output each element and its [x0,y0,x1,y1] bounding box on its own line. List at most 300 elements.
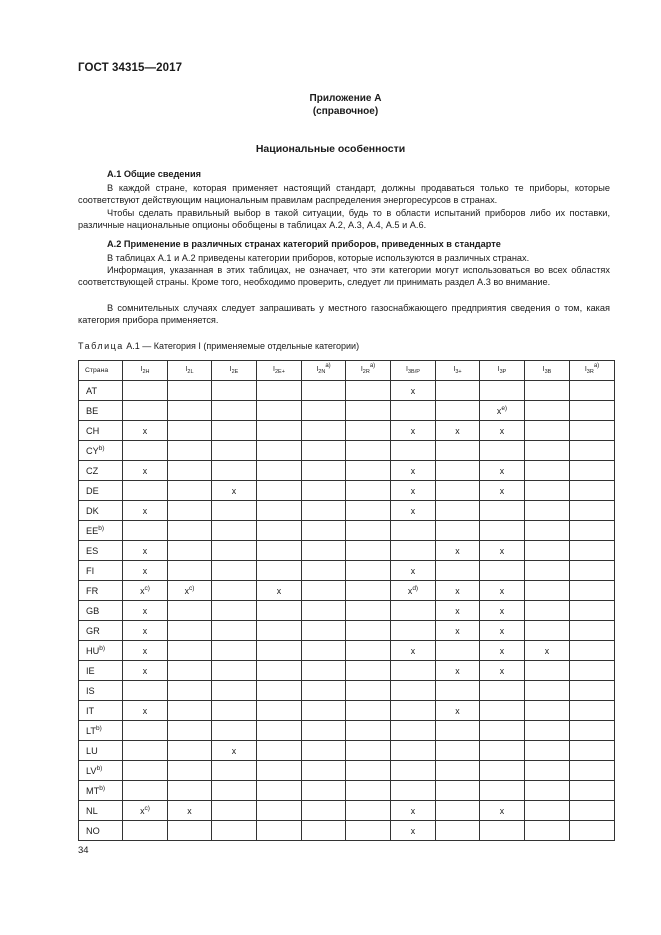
table-cell [391,401,436,421]
table-cell [212,621,257,641]
table-cell [257,701,302,721]
table-cell [346,821,391,841]
table-cell [257,401,302,421]
table-cell [212,701,257,721]
country-code: BE [79,401,123,421]
table-row [79,761,615,781]
table-row [79,541,615,561]
table-cell [525,441,570,461]
table-cell [525,521,570,541]
table-cell: x [391,461,436,481]
table-cell [570,561,615,581]
table-cell: x [168,801,212,821]
table-cell [525,721,570,741]
table-cell: x [257,581,302,601]
table-cell [436,461,480,481]
table-row [79,381,615,401]
table-cell [346,501,391,521]
table-cell [302,541,346,561]
country-code: NL [79,801,123,821]
table-cell [212,601,257,621]
table-row [79,601,615,621]
table-cell: x [480,621,525,641]
table-cell [212,501,257,521]
table-cell [123,821,168,841]
table-cell [302,481,346,501]
table-cell [570,441,615,461]
table-cell [570,381,615,401]
table-cell [212,381,257,401]
table-cell [346,741,391,761]
table-cell [391,701,436,721]
table-cell: x [123,421,168,441]
table-cell [257,681,302,701]
table-row [79,561,615,581]
table-cell [436,741,480,761]
table-cell [391,781,436,801]
table-cell [480,501,525,521]
table-cell [302,521,346,541]
table-cell [302,801,346,821]
table-cell [257,801,302,821]
table-cell [212,721,257,741]
table-row [79,681,615,701]
table-cell [257,781,302,801]
table-row [79,641,615,661]
table-cell: x [123,561,168,581]
table-cell [346,761,391,781]
table-cell [391,741,436,761]
table-cell [302,661,346,681]
table-cell [570,421,615,441]
table-cell [480,781,525,801]
table-cell [168,541,212,561]
table-cell [168,701,212,721]
table-cell [123,781,168,801]
table-cell [168,421,212,441]
table-cell [123,441,168,461]
table-cell [302,741,346,761]
table-cell [168,501,212,521]
table-cell [168,441,212,461]
table-cell [168,381,212,401]
table-cell [212,821,257,841]
table-cell [436,441,480,461]
table-cell: x [212,481,257,501]
table-cell [168,641,212,661]
table-cell [570,621,615,641]
table-cell [212,521,257,541]
table-cell [570,681,615,701]
table-cell [570,761,615,781]
table-cell: x [391,561,436,581]
table-cell [436,381,480,401]
table-cell [525,541,570,561]
country-code: IE [79,661,123,681]
table-cell [257,661,302,681]
table-cell [346,461,391,481]
table-cell [525,801,570,821]
table-cell [570,481,615,501]
table-cell [480,821,525,841]
table-cell: x [436,661,480,681]
table-cell [480,381,525,401]
table-cell [123,761,168,781]
table-cell [168,721,212,741]
table-cell [212,641,257,661]
table-cell [346,561,391,581]
table-cell [302,821,346,841]
column-header: $I_{2E+}$ [257,361,302,381]
table-cell: $x^{c)}$ [123,801,168,821]
country-code: LT$^{b)}$ [79,721,123,741]
paragraph: Чтобы сделать правильный выбор в такой ситуации, будь то в области испытаний приборов либо их поставки, различные национальные опционы обобщены в таблицах А.2, А.3, А.4, А.5 и А.6. [78,208,610,231]
table-cell [212,681,257,701]
table-cell: x [436,541,480,561]
table-cell [168,681,212,701]
paragraph: В таблицах А.1 и А.2 приведены категории приборов, которые используются в различных странах. [107,253,530,263]
table-cell [346,581,391,601]
table-cell [391,541,436,561]
table-cell [391,521,436,541]
table-cell [346,381,391,401]
page-number: 34 [78,845,89,856]
table-cell [212,421,257,441]
table-cell [480,441,525,461]
table-cell [302,461,346,481]
table-cell [480,521,525,541]
table-cell: x [480,481,525,501]
table-cell [346,681,391,701]
paragraph: В каждой стране, которая применяет настоящий стандарт, должны продаваться только те приборы, которые соответствуют действующим национальным правилам распределения энергоресурсов в странах. [78,183,610,206]
table-cell [346,661,391,681]
country-code: CZ [79,461,123,481]
table-cell [302,581,346,601]
section-heading-a1: А.1 Общие сведения [107,169,201,179]
table-cell [257,521,302,541]
table-cell [257,761,302,781]
column-header: $I_{2H}$ [123,361,168,381]
table-cell [436,681,480,701]
table-row [79,521,615,541]
table-cell [257,441,302,461]
table-row [79,401,615,421]
table-cell: x [123,601,168,621]
table-cell [257,721,302,741]
table-cell: x [391,641,436,661]
table-cell [302,721,346,741]
document-code: ГОСТ 34315—2017 [78,62,183,74]
table-cell: x [123,501,168,521]
table-cell [302,501,346,521]
table-cell: x [123,661,168,681]
table-cell [257,381,302,401]
country-code: IT [79,701,123,721]
table-cell [168,401,212,421]
table-cell: x [436,701,480,721]
table-cell [480,701,525,721]
table-cell [570,821,615,841]
table-row [79,461,615,481]
main-title: Национальные особенности [255,143,406,155]
column-header: $I_{3B/P}$ [391,361,436,381]
table-cell [168,461,212,481]
country-code: MT$^{b)}$ [79,781,123,801]
table-cell [525,761,570,781]
table-cell [257,601,302,621]
column-header-country: Страна [79,361,123,381]
table-cell [436,781,480,801]
country-code: DK [79,501,123,521]
table-cell [302,421,346,441]
table-cell [391,621,436,641]
country-code: CH [79,421,123,441]
table-cell [570,581,615,601]
table-cell [257,621,302,641]
table-cell [212,801,257,821]
column-header: $I_{3+}$ [436,361,480,381]
table-cell [436,801,480,821]
table-cell [257,561,302,581]
table-cell: x [123,541,168,561]
table-cell: x [480,661,525,681]
table-cell [346,621,391,641]
table-cell [525,741,570,761]
table-cell [436,761,480,781]
annex-type: (справочное) [312,106,379,117]
table-cell [570,641,615,661]
table-cell [302,621,346,641]
table-row [79,821,615,841]
table-cell [570,661,615,681]
table-cell [570,701,615,721]
country-code: CY$^{b)}$ [79,441,123,461]
table-cell [168,661,212,681]
table-cell: x [123,461,168,481]
table-cell [570,541,615,561]
table-cell [346,801,391,821]
table-cell [391,681,436,701]
table-cell [480,561,525,581]
table-cell [346,541,391,561]
table-cell [346,421,391,441]
table-cell [570,521,615,541]
table-cell [570,601,615,621]
table-cell [123,481,168,501]
table-cell: x [525,641,570,661]
table-cell [480,681,525,701]
table-cell [302,701,346,721]
table-cell: x [123,701,168,721]
table-cell [257,421,302,441]
table-cell [346,401,391,421]
table-cell [525,701,570,721]
table-cell [123,401,168,421]
table-row [79,661,615,681]
column-header: $I_{3P}$ [480,361,525,381]
table-cell [168,481,212,501]
table-cell: $x^{d)}$ [391,581,436,601]
column-header: $I_{2N}^{a)}$ [302,361,346,381]
country-code: FI [79,561,123,581]
table-cell [302,441,346,461]
table-cell [525,781,570,801]
country-code: IS [79,681,123,701]
country-code: ES [79,541,123,561]
country-code: FR [79,581,123,601]
table-cell [212,401,257,421]
country-code: DE [79,481,123,501]
country-code: GR [79,621,123,641]
column-header: $I_{3R}^{a)}$ [570,361,615,381]
paragraph: Информация, указанная в этих таблицах, не означает, что эти категории могут использоваться во всех областях соответствующей страны. Кроме того, необходимо проверить, следует ли принимать раздел А.3 во внимание. [78,265,610,288]
table-caption-label: Таблица [78,341,124,351]
table-cell [302,401,346,421]
table-row [79,801,615,821]
table-cell: x [391,421,436,441]
table-cell [346,601,391,621]
table-cell [436,481,480,501]
table-cell [436,521,480,541]
table-cell [525,821,570,841]
table-cell [525,481,570,501]
table-cell [525,601,570,621]
table-cell [346,521,391,541]
table-cell: x [436,421,480,441]
table-cell [436,561,480,581]
table-cell [168,781,212,801]
table-cell [168,761,212,781]
table-cell: $x^{e)}$ [480,401,525,421]
table-header-row [79,361,615,381]
table-cell [346,701,391,721]
table-cell [436,641,480,661]
table-row [79,441,615,461]
table-cell [257,741,302,761]
table-row [79,581,615,601]
table-cell [212,761,257,781]
country-code: NO [79,821,123,841]
table-cell: x [436,581,480,601]
table-cell: x [480,541,525,561]
table-cell [302,681,346,701]
table-cell [257,481,302,501]
table-cell: x [391,481,436,501]
table-cell: x [123,621,168,641]
table-cell [436,401,480,421]
table-cell [570,461,615,481]
country-code: AT [79,381,123,401]
table-cell [525,461,570,481]
paragraph: В сомнительных случаях следует запрашивать у местного газоснабжающего предприятия сведения о том, какая категория прибора применяется. [78,303,610,326]
table-caption-text: А.1 — Категория I (применяемые отдельные категории) [123,341,360,351]
column-header: $I_{3B}$ [525,361,570,381]
table-cell: x [212,741,257,761]
country-code: HU$^{b)}$ [79,641,123,661]
table-cell [302,781,346,801]
table-cell [257,821,302,841]
table-cell [302,381,346,401]
table-cell [257,641,302,661]
table-row [79,481,615,501]
table-cell [391,661,436,681]
country-code: GB [79,601,123,621]
table-cell [525,561,570,581]
table-caption [78,341,359,351]
table-cell: x [391,801,436,821]
table-cell: x [480,641,525,661]
table-cell [525,581,570,601]
table-cell [212,441,257,461]
table-cell [570,721,615,741]
table-cell [570,801,615,821]
table-cell [212,561,257,581]
table-cell [346,441,391,461]
table-cell [123,681,168,701]
table-cell [346,641,391,661]
table-cell [391,441,436,461]
table-cell [480,721,525,741]
table-row [79,501,615,521]
table-cell: x [480,801,525,821]
table-cell [570,501,615,521]
table-cell: x [436,621,480,641]
table-cell [570,741,615,761]
table-cell: x [480,461,525,481]
table-cell [168,741,212,761]
table-cell [123,741,168,761]
table-cell [168,601,212,621]
table-cell [346,721,391,741]
table-cell [391,601,436,621]
table-cell: x [480,581,525,601]
table-cell [525,501,570,521]
table-cell [302,561,346,581]
country-code: LU [79,741,123,761]
table-cell [302,761,346,781]
table-cell [480,761,525,781]
table-cell [123,521,168,541]
table-cell: $x^{c)}$ [123,581,168,601]
table-cell [391,721,436,741]
table-cell [346,481,391,501]
category-table [78,360,615,841]
annex-title: Приложение А [309,93,382,104]
table-row [79,741,615,761]
table-cell [570,781,615,801]
table-row [79,621,615,641]
table-cell [212,461,257,481]
table-cell [123,721,168,741]
table-row [79,781,615,801]
table-cell [525,621,570,641]
table-cell: x [391,821,436,841]
table-cell [346,781,391,801]
table-cell [212,781,257,801]
table-cell [168,521,212,541]
table-cell [525,661,570,681]
table-cell [436,721,480,741]
table-cell [302,601,346,621]
table-row [79,421,615,441]
table-cell [525,681,570,701]
table-cell [436,501,480,521]
table-cell: x [436,601,480,621]
column-header: $I_{2L}$ [168,361,212,381]
table-cell [257,541,302,561]
table-cell [302,641,346,661]
table-cell [168,561,212,581]
